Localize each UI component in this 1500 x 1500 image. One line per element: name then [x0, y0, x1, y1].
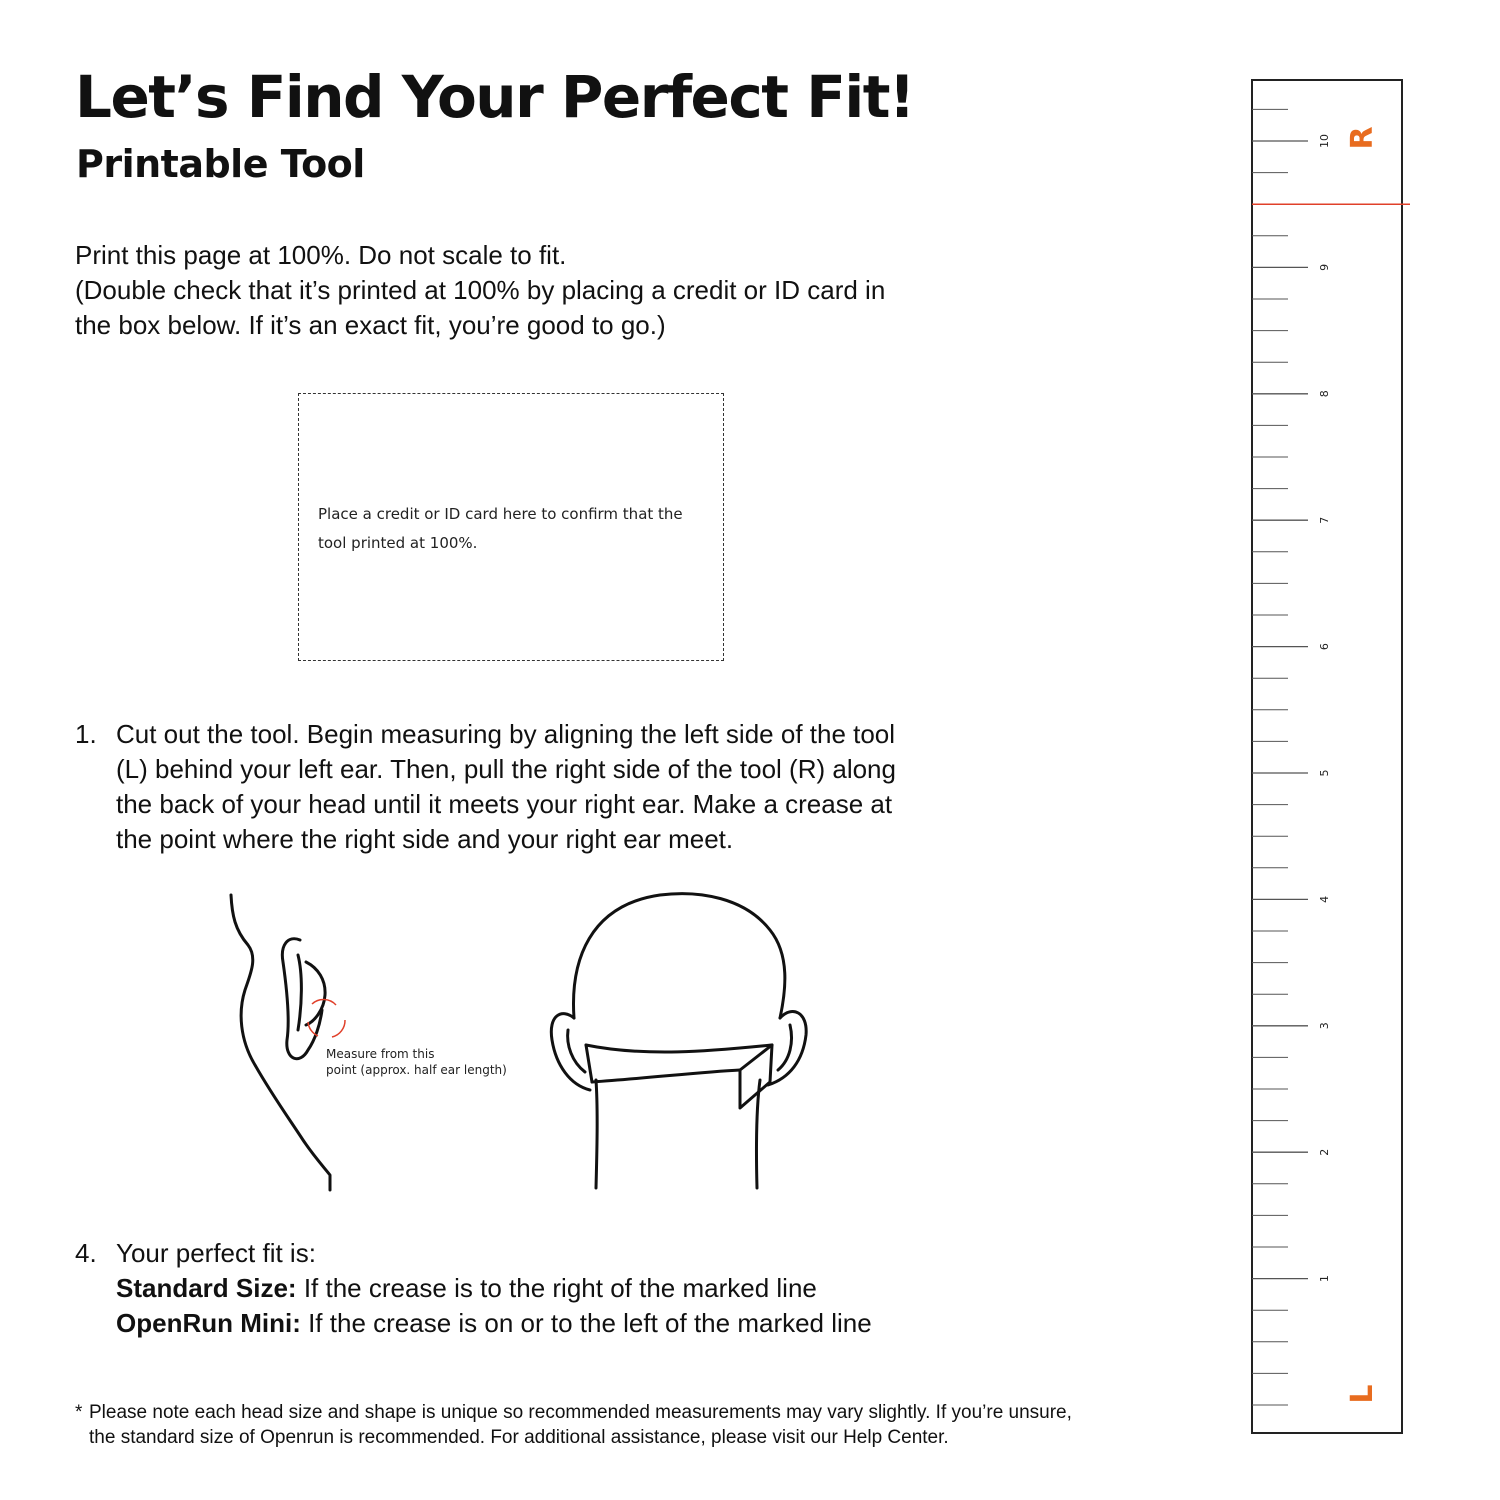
page-subtitle: Printable Tool [76, 142, 365, 186]
card-box-line: tool printed at 100%. [318, 534, 478, 552]
card-box-line: Place a credit or ID card here to confirm that the [318, 505, 683, 523]
ruler-number: 9 [1318, 263, 1331, 271]
ear-note-line: point (approx. half ear length) [326, 1063, 507, 1077]
footnote-line: Please note each head size and shape is unique so recommended measurements may vary slightly. If you’re unsure, [89, 1402, 1072, 1423]
ruler-right-label: R [1345, 126, 1380, 150]
step-1-line: (L) behind your left ear. Then, pull the right side of the tool (R) along [116, 754, 896, 784]
step-1-line: the back of your head until it meets your right ear. Make a crease at [116, 789, 893, 819]
instruction-line: Print this page at 100%. Do not scale to fit. [75, 240, 567, 270]
ruler-number: 7 [1318, 516, 1331, 524]
ruler-number: 8 [1318, 390, 1331, 398]
ruler-number: 10 [1318, 134, 1331, 148]
step-number: 1. [75, 719, 97, 749]
footnote-line: the standard size of Openrun is recommended. For additional assistance, please visit our Help Center. [89, 1427, 949, 1448]
fit-mini-label: OpenRun Mini: [116, 1308, 301, 1338]
ruler-number: 1 [1318, 1275, 1331, 1283]
page-title: Let’s Find Your Perfect Fit! [75, 63, 914, 131]
ruler-left-label: L [1345, 1384, 1380, 1404]
ruler-number: 2 [1318, 1148, 1331, 1156]
step-4-intro: Your perfect fit is: [116, 1238, 316, 1268]
footnote-star: * [75, 1402, 83, 1423]
ruler-numbers [1318, 134, 1331, 1282]
step-number: 4. [75, 1238, 97, 1268]
fit-standard-text: If the crease is to the right of the marked line [296, 1273, 817, 1303]
ruler-ticks [1252, 109, 1308, 1405]
ruler-number: 3 [1318, 1022, 1331, 1030]
ruler-number: 6 [1318, 643, 1331, 651]
ear-note-line: Measure from this [326, 1047, 435, 1061]
step-1-line: the point where the right side and your right ear meet. [116, 824, 734, 854]
step-1-line: Cut out the tool. Begin measuring by aligning the left side of the tool [116, 719, 896, 749]
fit-standard-label: Standard Size: [116, 1273, 297, 1303]
ruler-frame [1252, 80, 1402, 1433]
instruction-line: (Double check that it’s printed at 100% by placing a credit or ID card in [75, 275, 886, 305]
fit-mini-text: If the crease is on or to the left of the marked line [300, 1308, 872, 1338]
ruler-number: 5 [1318, 769, 1331, 777]
ruler-number: 4 [1318, 895, 1331, 903]
instruction-line: the box below. If it’s an exact fit, you’re good to go.) [75, 310, 666, 340]
